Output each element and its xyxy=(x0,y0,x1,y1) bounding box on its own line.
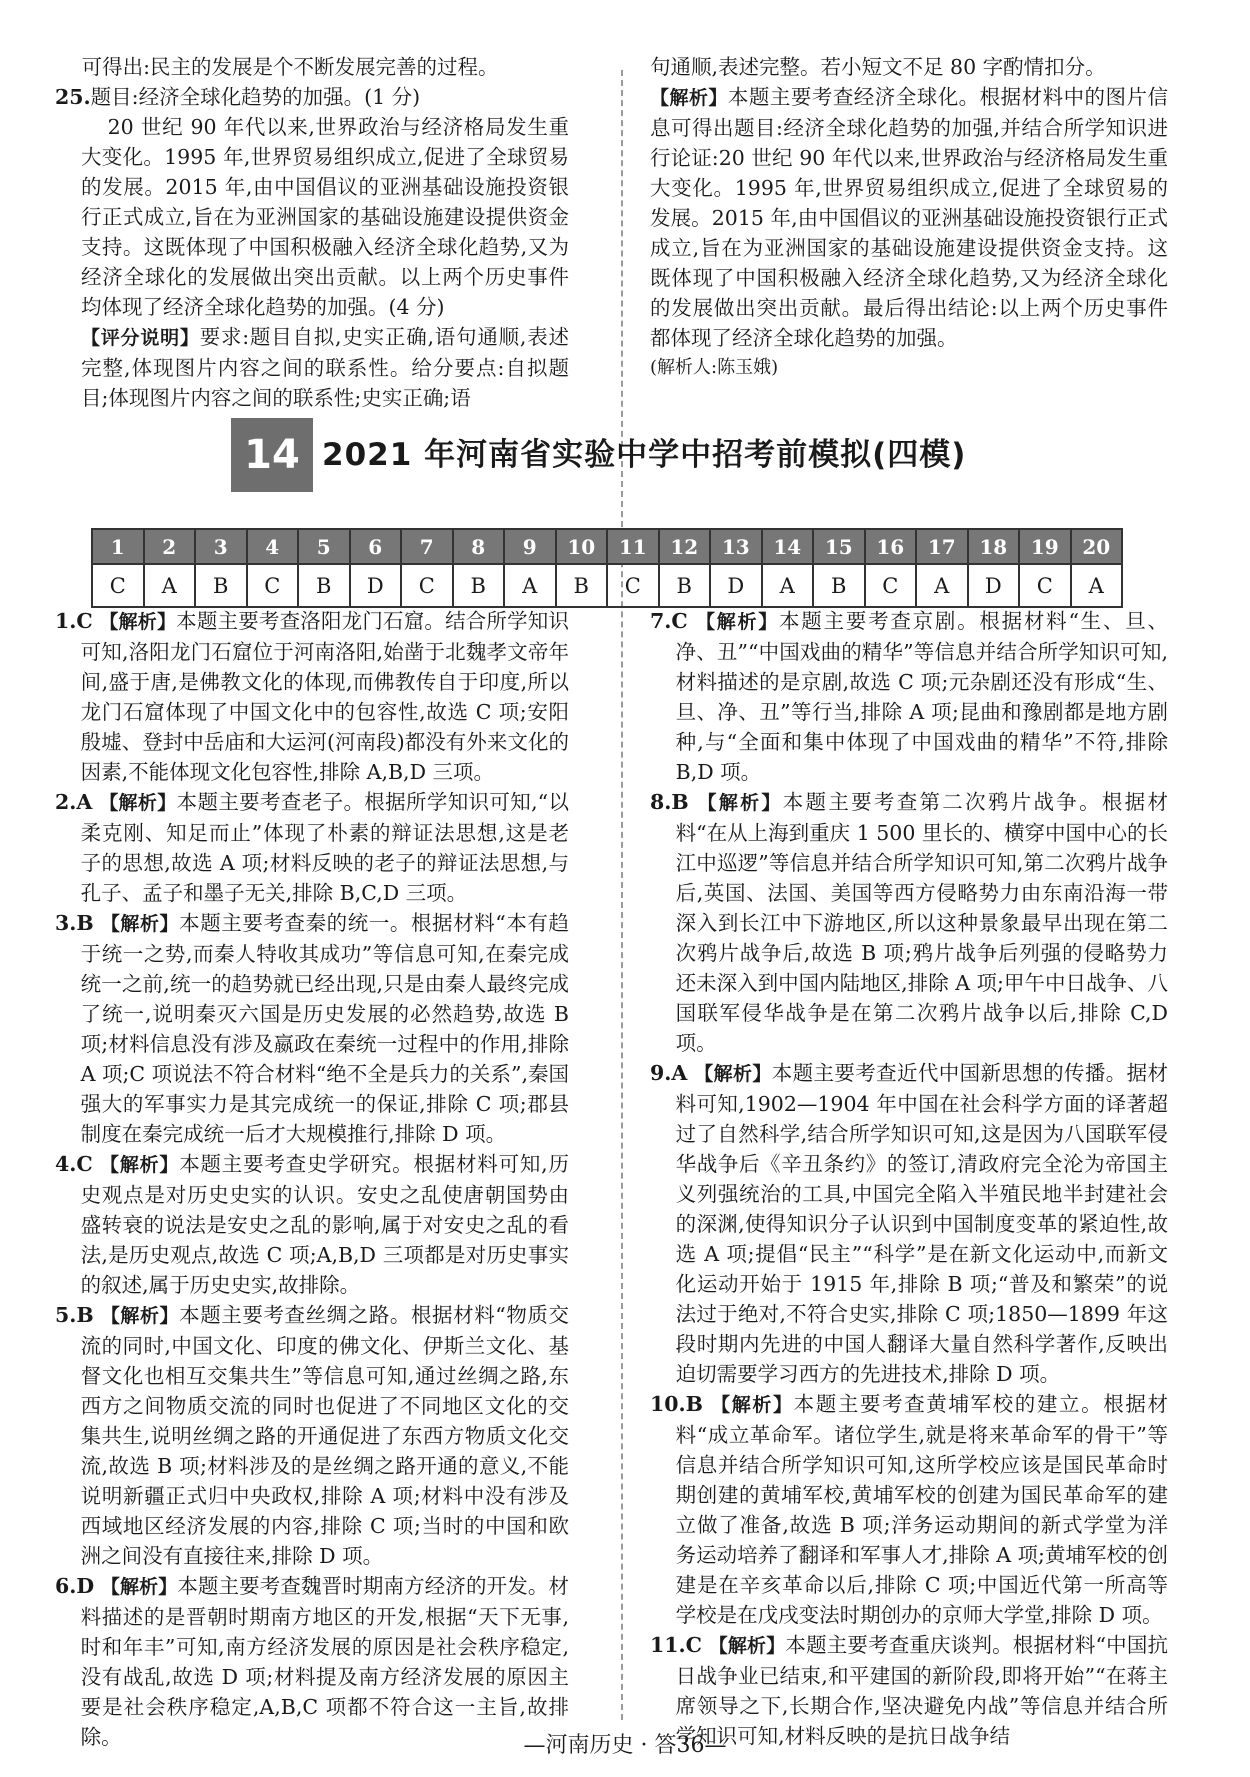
answer-cell: C xyxy=(865,564,917,607)
answer-explanation xyxy=(650,1058,1168,1389)
questions-right-column xyxy=(650,606,1168,1751)
question-number: 4.C xyxy=(55,1152,93,1176)
analysis-tag: 【解析】 xyxy=(100,913,180,935)
question-number: 10.B xyxy=(650,1392,703,1416)
question-number-cell: 12 xyxy=(659,529,711,564)
question-number-cell: 13 xyxy=(710,529,762,564)
question-number-cell: 6 xyxy=(350,529,402,564)
answer-cell: D xyxy=(968,564,1020,607)
answer-cell: A xyxy=(916,564,968,607)
question-number-cell: 20 xyxy=(1071,529,1123,564)
section-title: 2021 年河南省实验中学中招考前模拟(四模) xyxy=(322,437,967,473)
question-number: 9.A xyxy=(650,1061,688,1085)
question-number: 6.D xyxy=(55,1574,95,1598)
page-footer: —河南历史 · 答36— xyxy=(523,1733,727,1758)
answer-cell: C xyxy=(247,564,299,607)
questions-left-column xyxy=(55,606,569,1752)
continued-line: 可得出:民主的发展是个不断发展完善的过程。 xyxy=(81,55,499,79)
answer-cell: A xyxy=(1071,564,1123,607)
question-number-cell: 15 xyxy=(813,529,865,564)
explanation-text: 本题主要考查魏晋时期南方经济的开发。材料描述的是晋朝时期南方地区的开发,根据“天下无事,时和年丰”可知,南方经济发展的原因是社会秩序稳定,没有战乱,故选 D 项;材料提及南方经济发展的原因主要是社会秩序稳定,A,B,C 项都不符合这一主旨,故排除。 xyxy=(80,1574,569,1749)
question-number-cell: 14 xyxy=(762,529,814,564)
answer-cell: B xyxy=(659,564,711,607)
question-25-rubric xyxy=(81,322,569,413)
explanation-text: 本题主要考查京剧。根据材料“生、旦、净、丑”“中国戏曲的精华”等信息并结合所学知识可知,材料描述的是京剧,故选 C 项;元杂剧还没有形成“生、旦、净、丑”等行当,排除 A 项;昆曲和豫剧都是地方剧种,与“全面和集中体现了中国戏曲的精华”不符,排除 B,D 项。 xyxy=(675,609,1168,784)
answer-cell: B xyxy=(556,564,608,607)
question-number-cell: 3 xyxy=(195,529,247,564)
answer-cell: B xyxy=(813,564,865,607)
answer-explanation xyxy=(55,1149,569,1300)
answer-table-answer-row xyxy=(92,564,1122,607)
analysis-tag: 【解析】 xyxy=(696,611,780,633)
analysis-tag: 【解析】 xyxy=(100,1305,180,1327)
answer-cell: A xyxy=(504,564,556,607)
question-number: 1.C xyxy=(55,609,93,633)
question-25-body: 20 世纪 90 年代以来,世界政治与经济格局发生重大变化。1995 年,世界贸易组织成立,促进了全球贸易的发展。2015 年,由中国倡议的亚洲基础设施投资银行正式成立,旨在为亚洲国家的基础设施建设提供资金支持。这既体现了中国积极融入经济全球化趋势,又为经济全球化的发展做出突出贡献。以上两个历史事件均体现了经济全球化趋势的加强。(4 分) xyxy=(81,115,569,319)
explanation-text: 本题主要考查老子。根据所学知识可知,“以柔克刚、知足而止”体现了朴素的辩证法思想,这是老子的思想,故选 A 项;材料反映的老子的辩证法思想,与孔子、孟子和墨子无关,排除 B,C,D 三项。 xyxy=(80,790,569,905)
analysis-text: 本题主要考查经济全球化。根据材料中的图片信息可得出题目:经济全球化趋势的加强,并结合所学知识进行论证:20 世纪 90 年代以来,世界政治与经济格局发生重大变化。1995 年,世界贸易组织成立,促进了全球贸易的发展。2015 年,由中国倡议的亚洲基础设施投资银行正式成立,旨在为亚洲国家的基础设施建设提供资金支持。这既体现了中国积极融入经济全球化趋势,又为经济全球化的发展做出突出贡献。最后得出结论:以上两个历史事件都体现了经济全球化趋势的加强。 xyxy=(650,85,1168,350)
explanation-text: 本题主要考查秦的统一。根据材料“本有趋于统一之势,而秦人特收其成功”等信息可知,在秦完成统一之前,统一的趋势就已经出现,只是由秦人最终完成了统一,说明秦灭六国是历史发展的必然趋势,故选 B 项;材料信息没有涉及嬴政在秦统一过程中的作用,排除 A 项;C 项说法不符合材料“绝不全是兵力的关系”,秦国强大的军事实力是其完成统一的保证,排除 C 项;郡县制度在秦完成统一后才大规模推行,排除 D 项。 xyxy=(80,911,569,1146)
explanation-text: 本题主要考查近代中国新思想的传播。据材料可知,1902—1904 年中国在社会科学方面的译著超过了自然科学,结合所学知识可知,这是因为八国联军侵华战争后《辛丑条约》的签订,清政府完全沦为帝国主义列强统治的工具,中国完全陷入半殖民地半封建社会的深渊,使得知识分子认识到中国制度变革的紧迫性,故选 A 项;提倡“民主”“科学”是在新文化运动中,而新文化运动开始于 1915 年,排除 B 项;“普及和繁荣”的说法过于绝对,不符合史实,排除 C 项;1850—1899 年这段时期内先进的中国人翻译大量自然科学著作,反映出迫切需要学习西方的先进技术,排除 D 项。 xyxy=(675,1061,1168,1386)
explanation-text: 本题主要考查黄埔军校的建立。根据材料“成立革命军。诸位学生,就是将来革命军的骨干”等信息并结合所学知识可知,这所学校应该是国民革命时期创建的黄埔军校,黄埔军校的创建为国民革命军的建立做了准备,故选 B 项;洋务运动期间的新式学堂为洋务运动培养了翻译和军事人才,排除 A 项;黄埔军校的创建是在辛亥革命以后,排除 C 项;中国近代第一所高等学校是在戊戌变法时期创办的京师大学堂,排除 D 项。 xyxy=(675,1392,1168,1627)
answer-explanation xyxy=(55,606,569,787)
explanation-text: 本题主要考查重庆谈判。根据材料“中国抗日战争业已结束,和平建国的新阶段,即将开始”“在蒋主席领导之下,长期合作,坚决避免内战”等信息并结合所学知识可知,材料反映的是抗日战争结 xyxy=(675,1633,1168,1748)
answer-cell: B xyxy=(195,564,247,607)
answer-cell: D xyxy=(350,564,402,607)
answer-cell: A xyxy=(144,564,196,607)
question-number-cell: 18 xyxy=(968,529,1020,564)
analysis-tag: 【解析】 xyxy=(100,1154,180,1176)
question-number: 2.A xyxy=(55,790,93,814)
analysis-tag: 【解析】 xyxy=(99,611,177,633)
question-number-cell: 5 xyxy=(298,529,350,564)
answer-explanation xyxy=(55,1571,569,1752)
answer-cell: A xyxy=(762,564,814,607)
answer-table-number-row xyxy=(92,529,1122,564)
explanation-text: 本题主要考查洛阳龙门石窟。结合所学知识可知,洛阳龙门石窟位于河南洛阳,始凿于北魏孝文帝年间,盛于唐,是佛教文化的体现,而佛教传自于印度,所以龙门石窟体现了中国文化中的包容性,故选 C 项;安阳殷墟、登封中岳庙和大运河(河南段)都没有外来文化的因素,不能体现文化包容性,排除 A,B,D 三项。 xyxy=(80,609,569,784)
question-number: 11.C xyxy=(650,1633,702,1657)
question-number-cell: 17 xyxy=(916,529,968,564)
column-divider xyxy=(621,70,623,1720)
answer-cell: C xyxy=(92,564,144,607)
analysis-paragraph xyxy=(650,82,1168,353)
explanation-text: 本题主要考查丝绸之路。根据材料“物质交流的同时,中国文化、印度的佛文化、伊斯兰文化、基督文化也相互交集共生”等信息可知,通过丝绸之路,东西方之间物质交流的同时也促进了不同地区文化的交集共生,说明丝绸之路的开通促进了东西方物质文化交流,故选 B 项;材料涉及的是丝绸之路开通的意义,不能说明新疆正式归中央政权,排除 A 项;材料中没有涉及西域地区经济发展的内容,排除 C 项;当时的中国和欧洲之间没有直接往来,排除 D 项。 xyxy=(80,1303,569,1568)
analysis-tag: 【解析】 xyxy=(694,1063,772,1085)
question-number-cell: 10 xyxy=(556,529,608,564)
answer-key-table xyxy=(91,528,1123,608)
answer-cell: B xyxy=(298,564,350,607)
answer-cell: D xyxy=(710,564,762,607)
question-number-cell: 1 xyxy=(92,529,144,564)
question-number: 3.B xyxy=(55,911,94,935)
continued-line: 句通顺,表述完整。若小短文不足 80 字酌情扣分。 xyxy=(650,55,1106,79)
answer-explanation xyxy=(55,787,569,908)
analysis-tag: 【解析】 xyxy=(100,1576,178,1598)
question-number-cell: 11 xyxy=(607,529,659,564)
analysis-tag: 【解析】 xyxy=(99,792,177,814)
question-number: 25. xyxy=(55,85,91,109)
answer-explanation xyxy=(650,606,1168,787)
answer-explanation xyxy=(650,787,1168,1058)
question-number-cell: 16 xyxy=(865,529,917,564)
answer-cell: C xyxy=(1019,564,1071,607)
rubric-text: 要求:题目自拟,史实正确,语句通顺,表述完整,体现图片内容之间的联系性。给分要点:自拟题目;体现图片内容之间的联系性;史实正确;语 xyxy=(81,325,569,410)
question-text: 题目:经济全球化趋势的加强。(1 分) xyxy=(90,85,421,109)
question-number: 7.C xyxy=(650,609,688,633)
question-number: 5.B xyxy=(55,1303,94,1327)
question-number-cell: 9 xyxy=(504,529,556,564)
section-number-badge: 14 xyxy=(231,418,313,492)
answer-cell: C xyxy=(607,564,659,607)
question-number-cell: 2 xyxy=(144,529,196,564)
answer-explanation xyxy=(55,1300,569,1571)
question-number-cell: 7 xyxy=(401,529,453,564)
top-left-column xyxy=(55,52,569,413)
analysis-tag: 【解析】 xyxy=(711,1394,794,1416)
question-number: 8.B xyxy=(650,790,689,814)
explanation-text: 本题主要考查第二次鸦片战争。根据材料“在从上海到重庆 1 500 里长的、横穿中国中心的长江中巡逻”等信息并结合所学知识可知,第二次鸦片战争后,英国、法国、美国等西方侵略势力由东南沿海一带深入到长江中下游地区,所以这种景象最早出现在第二次鸦片战争后,故选 B 项;鸦片战争后列强的侵略势力还未深入到中国内陆地区,排除 A 项;甲午中日战争、八国联军侵华战争是在第二次鸦片战争以后,排除 C,D 项。 xyxy=(675,790,1168,1055)
question-25-title xyxy=(55,82,569,112)
analysis-tag: 【解析】 xyxy=(708,1635,786,1657)
answer-cell: B xyxy=(453,564,505,607)
answer-explanation xyxy=(55,908,569,1149)
top-right-column xyxy=(650,52,1168,383)
question-number-cell: 8 xyxy=(453,529,505,564)
question-number-cell: 4 xyxy=(247,529,299,564)
explanation-text: 本题主要考查史学研究。根据材料可知,历史观点是对历史史实的认识。安史之乱使唐朝国势由盛转衰的说法是安史之乱的影响,属于对安史之乱的看法,是历史观点,故选 C 项;A,B,D 三项都是对历史事实的叙述,属于历史史实,故排除。 xyxy=(80,1152,569,1297)
analysis-tag: 【解析】 xyxy=(650,87,728,109)
rubric-tag: 【评分说明】 xyxy=(81,327,200,349)
answer-cell: C xyxy=(401,564,453,607)
analyst-signature: (解析人:陈玉娥) xyxy=(650,357,779,378)
question-number-cell: 19 xyxy=(1019,529,1071,564)
answer-explanation xyxy=(650,1389,1168,1630)
analysis-tag: 【解析】 xyxy=(697,792,783,814)
